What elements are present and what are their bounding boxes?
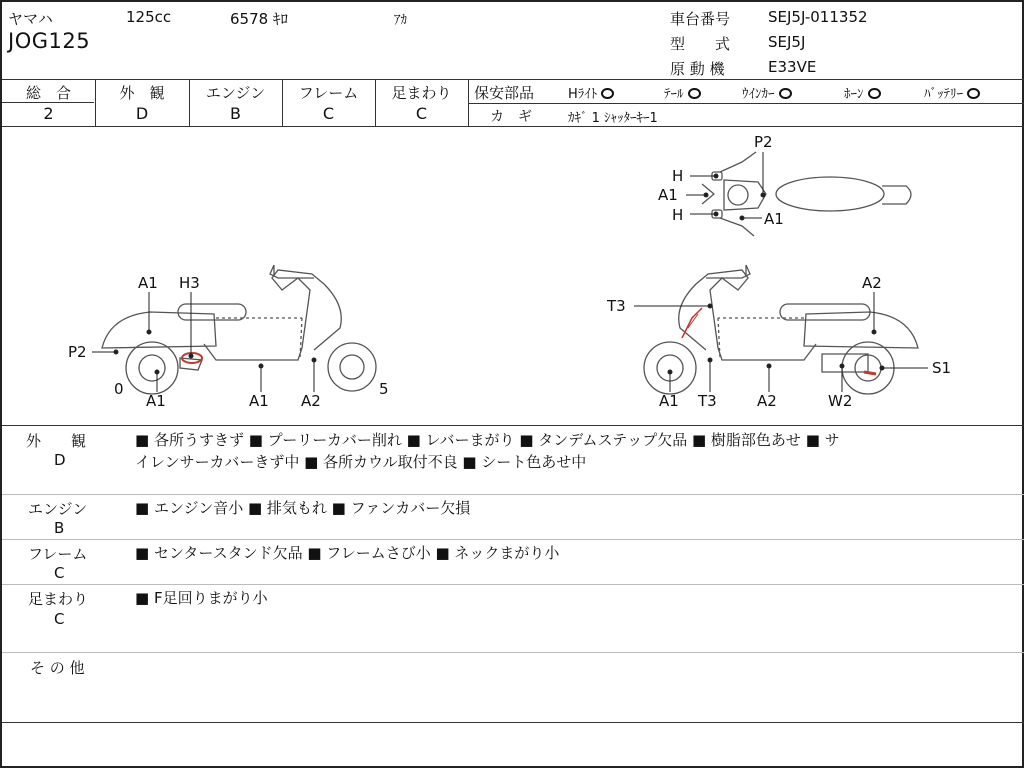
notes-exterior-line2: イレンサーカバーきず中 ■ 各所カウル取付不良 ■ シート色あせ中: [135, 453, 587, 471]
model-name: JOG125: [8, 29, 91, 53]
ok-circle-icon: [868, 88, 881, 99]
label-left-a2: A2: [301, 392, 321, 410]
safety-horn: ﾎｰﾝ: [844, 83, 881, 102]
engine-label: エンジン: [205, 84, 266, 102]
notes-exterior-line1: ■ 各所うすきず ■ プーリーカバー削れ ■ レバーまがり ■ タンデムステップ欠品 ■ 樹脂部色あせ ■ サ: [135, 431, 840, 449]
ok-circle-icon: [967, 88, 980, 99]
label-right-t3-bottom: T3: [698, 392, 717, 410]
displacement: 125cc: [126, 8, 172, 26]
divider: [2, 425, 1024, 426]
divider: [468, 79, 469, 126]
label-left-five: 5: [379, 380, 389, 398]
divider: [2, 79, 1024, 80]
notes-exterior-grade: D: [54, 451, 66, 469]
label-top-a1-right: A1: [764, 210, 784, 228]
notes-engine-label: エンジン: [28, 500, 88, 518]
notes-engine-text: ■ エンジン音小 ■ 排気もれ ■ ファンカバー欠損: [135, 499, 471, 517]
divider: [2, 539, 1024, 540]
type-value: SEJ5J: [768, 33, 806, 51]
notes-frame-text: ■ センタースタンド欠品 ■ フレームさび小 ■ ネックまがり小: [135, 544, 560, 562]
safety-label: 保安部品: [474, 84, 535, 102]
label-left-h3: H3: [179, 274, 200, 292]
notes-suspension-label: 足まわり: [28, 590, 89, 608]
label-left-p2: P2: [68, 343, 87, 361]
key-label: カ ギ: [490, 109, 532, 125]
safety-battery: ﾊﾞｯﾃﾘｰ: [924, 83, 980, 102]
notes-suspension-text: ■ F足回りまがり小: [135, 589, 268, 607]
label-right-t3-top: T3: [607, 297, 626, 315]
exterior-label: 外 観: [119, 84, 165, 102]
notes-frame-label: フレーム: [28, 545, 88, 563]
divider: [2, 722, 1024, 723]
overall-grade: 2: [43, 104, 54, 123]
engine-model: E33VE: [768, 58, 817, 76]
ok-circle-icon: [688, 88, 701, 99]
label-left-a1-b1: A1: [146, 392, 166, 410]
label-right-a2-bottom: A2: [757, 392, 777, 410]
divider: [2, 652, 1024, 653]
color: ｱｶ: [394, 13, 407, 28]
label-right-a1: A1: [659, 392, 679, 410]
suspension-label: 足まわり: [391, 84, 452, 102]
mileage: 6578 ｷﾛ: [230, 10, 288, 28]
engine-model-label: 原 動 機: [670, 60, 725, 78]
frame-label: フレーム: [298, 84, 359, 102]
label-right-s1: S1: [932, 359, 952, 377]
label-top-a1-left: A1: [658, 186, 678, 204]
divider: [2, 126, 1024, 127]
scooter-top-view: [702, 152, 911, 236]
frame-no-label: 車台番号: [670, 10, 731, 28]
safety-winker: ｳｲﾝｶｰ: [742, 83, 792, 102]
notes-exterior-label: 外 観: [26, 432, 87, 450]
overall-label: 総 合: [25, 84, 71, 102]
engine-grade: B: [230, 104, 241, 123]
notes-engine-grade: B: [54, 519, 65, 537]
exterior-grade: D: [135, 104, 149, 123]
maker: ヤマハ: [8, 10, 53, 28]
frame-grade: C: [322, 104, 335, 123]
safety-headlight: Hﾗｲﾄ: [568, 83, 614, 102]
divider: [2, 494, 1024, 495]
scooter-diagram: [2, 128, 1022, 424]
frame-no: SEJ5J-011352: [768, 8, 868, 26]
label-top-h-bottom: H: [672, 206, 684, 224]
label-right-w2: W2: [828, 392, 853, 410]
key-value: ｶｷﾞ 1 ｼｬｯﾀｰｷｰ1: [568, 111, 658, 126]
divider: [2, 584, 1024, 585]
label-left-zero: 0: [114, 380, 124, 398]
safety-taillight: ﾃｰﾙ: [664, 83, 701, 102]
label-top-h-top: H: [672, 167, 684, 185]
notes-frame-grade: C: [54, 564, 65, 582]
divider: [468, 103, 1024, 104]
label-left-a1-b2: A1: [249, 392, 269, 410]
suspension-grade: C: [415, 104, 428, 123]
label-right-a2-top: A2: [862, 274, 882, 292]
notes-other-label: そ の 他: [30, 659, 85, 677]
label-left-a1-top: A1: [138, 274, 158, 292]
notes-suspension-grade: C: [54, 610, 65, 628]
type-label: 型 式: [670, 35, 731, 53]
label-top-p2: P2: [754, 133, 773, 151]
ok-circle-icon: [779, 88, 792, 99]
ok-circle-icon: [601, 88, 614, 99]
